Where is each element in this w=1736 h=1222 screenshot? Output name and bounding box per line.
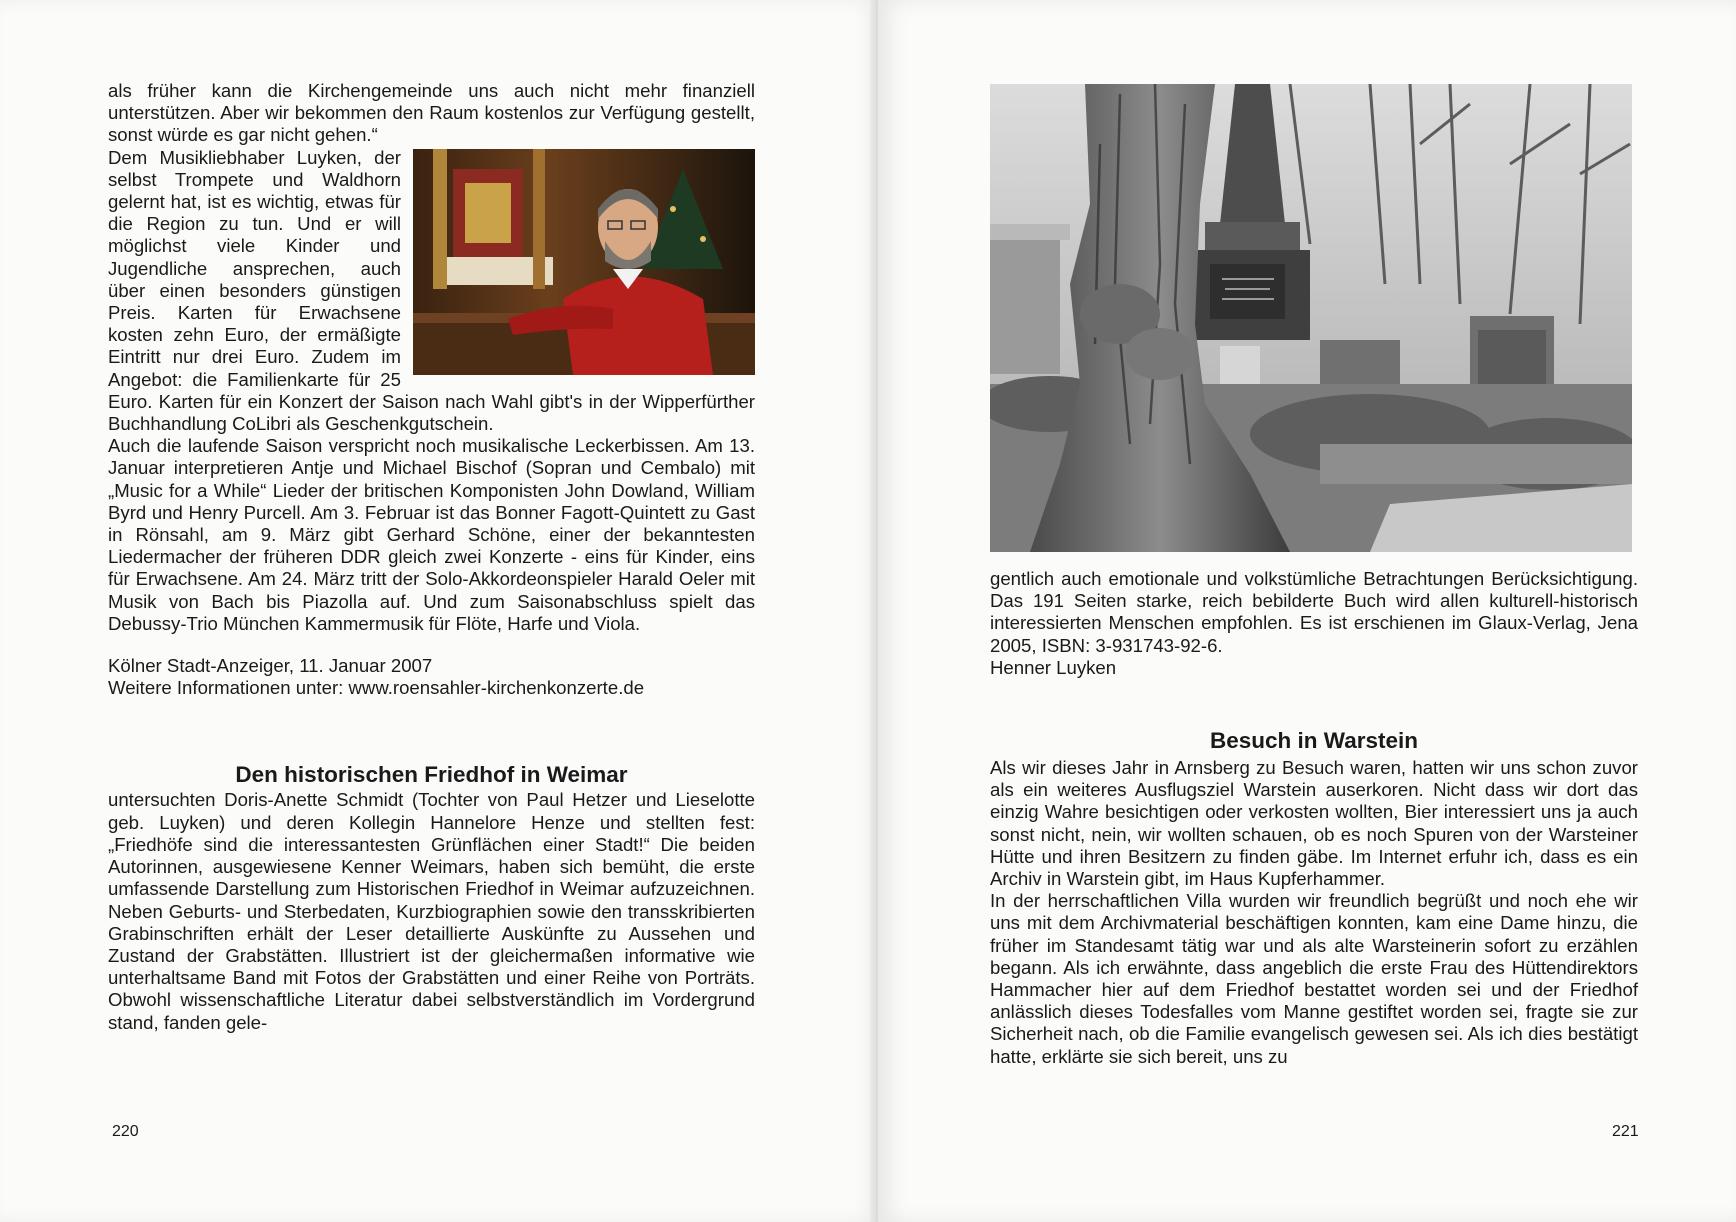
- section-heading-warstein: Besuch in Warstein: [1210, 728, 1418, 754]
- section-heading-weimar: Den historischen Friedhof in Weimar: [235, 762, 628, 788]
- weimar-continued-paragraph: gentlich auch emotionale und volkstümliche Betrachtungen Berücksichtigung. Das 191 Seiten starke, reich bebilderte Buch wird allen kulturell-historisch interessierten Menschen empfohlen. Es ist erschienen im Glaux-Verlag, Jena 2005, ISBN: 3-931743-92-6.: [990, 568, 1638, 656]
- intro-paragraph: als früher kann die Kirchengemeinde uns auch nicht mehr finanziell unterstützen. Aber wir bekommen den Raum kostenlos zur Verfügung gestellt, sonst würde es gar nicht gehen.“: [108, 80, 755, 146]
- weimar-paragraph: untersuchten Doris-Anette Schmidt (Tochter von Paul Hetzer und Lieselotte geb. Luyken) und deren Kollegin Hannelore Henze und stellten fest: „Friedhöfe sind die interessantesten Grünflächen einer Stadt!“ Die beiden Autorinnen, ausgewiesene Kenner Weimars, haben sich bemüht, die erste umfassende Darstellung zum Historischen Friedhof in Weimar aufzuzeichnen. Neben Geburts- und Sterbedaten, Kurzbiographien sowie den transskribierten Grabinschriften erhält der Leser detaillierte Auskünfte zu Aussehen und Zustand der Grabstätten. Illustriert ist der gleichermaßen informative wie unterhaltsame Band mit Fotos der Grabstätten und einer Reihe von Porträts. Obwohl wissenschaftliche Literatur dabei selbstverständlich im Vordergrund stand, fanden gele-: [108, 789, 755, 1033]
- website-line: Weitere Informationen unter: www.roensahler-kirchenkonzerte.de: [108, 677, 645, 699]
- saison-paragraph: Auch die laufende Saison verspricht noch musikalische Leckerbissen. Am 13. Januar interpretieren Antje und Michael Bischof (Sopran und Cembalo) mit „Music for a While“ Lieder der britischen Komponisten John Dowland, William Byrd und Henry Purcell. Am 3. Februar ist das Bonner Fagott-Quintett zu Gast in Rönsahl, am 9. März gibt Gerhard Schöne, einer der bekanntesten Liedermacher der früheren DDR gleich zwei Konzerte - eins für Kinder, eins für Erwachsene. Am 24. März tritt der Solo-Akkordeonspieler Harald Oeler mit Musik von Bach bis Piazolla auf. Und zum Saisonabschluss spielt das Debussy-Trio München Kammermusik für Flöte, Harfe und Viola.: [108, 435, 755, 634]
- luyken-paragraph: Dem Musikliebhaber Luyken, der selbst Trompete und Waldhorn gelernt hat, ist es wichtig, etwas für die Region zu tun. Und er will möglichst viele Kinder und Jugendliche ansprechen, auch über einen besonders günstigen Preis. Karten für Erwachsene kosten zehn Euro, der ermäßigte Eintritt nur drei Euro. Zudem im Angebot: die Familienkarte für 25 Euro. Karten für ein Konzert der Saison nach Wahl gibt's in der Wipperfürther Buchhandlung CoLibri als Geschenkgutschein.: [108, 146, 755, 435]
- page-number-left: 220: [112, 1123, 139, 1140]
- page-number-right: 221: [1612, 1123, 1639, 1140]
- cemetery-photo: [990, 84, 1632, 552]
- warstein-paragraph-2: In der herrschaftlichen Villa wurden wir freundlich begrüßt und noch ehe wir uns mit dem Archivmaterial beschäftigen konnten, kam eine Dame hinzu, die früher im Standesamt tätig war und als alte Warsteinerin sofort zu erzählen begann. Als ich erwähnte, dass angeblich die erste Frau des Hüttendirektors Hammacher hier auf dem Friedhof bestattet worden sei und der Friedhof anlässlich dieses Todesfalles vom Manne gestiftet worden sei, fragte sie zur Sicherheit nach, ob die Familie evangelisch gewesen sei. Als ich dies bestätigt hatte, erklärte sie sich bereit, uns zu: [990, 890, 1638, 1067]
- author-signature: Henner Luyken: [990, 656, 1117, 678]
- source-line: Kölner Stadt-Anzeiger, 11. Januar 2007: [108, 655, 433, 677]
- warstein-paragraph-1: Als wir dieses Jahr in Arnsberg zu Besuch waren, hatten wir uns schon zuvor als ein weiteres Ausflugsziel Warstein auserkoren. Nicht dass wir dort das einzig Wahre besichtigen oder verkosten wollten, Bier interessiert uns ja auch sonst nicht, nein, wir wollten schauen, ob es noch Spuren von der Warsteiner Hütte und ihren Besitzern zu finden gäbe. Im Internet erfuhr ich, dass es ein Archiv in Warstein gibt, im Haus Kupferhammer.: [990, 757, 1638, 890]
- left-text-column: [108, 80, 755, 1034]
- portrait-photo: [413, 149, 755, 375]
- right-text-column: [990, 568, 1638, 1068]
